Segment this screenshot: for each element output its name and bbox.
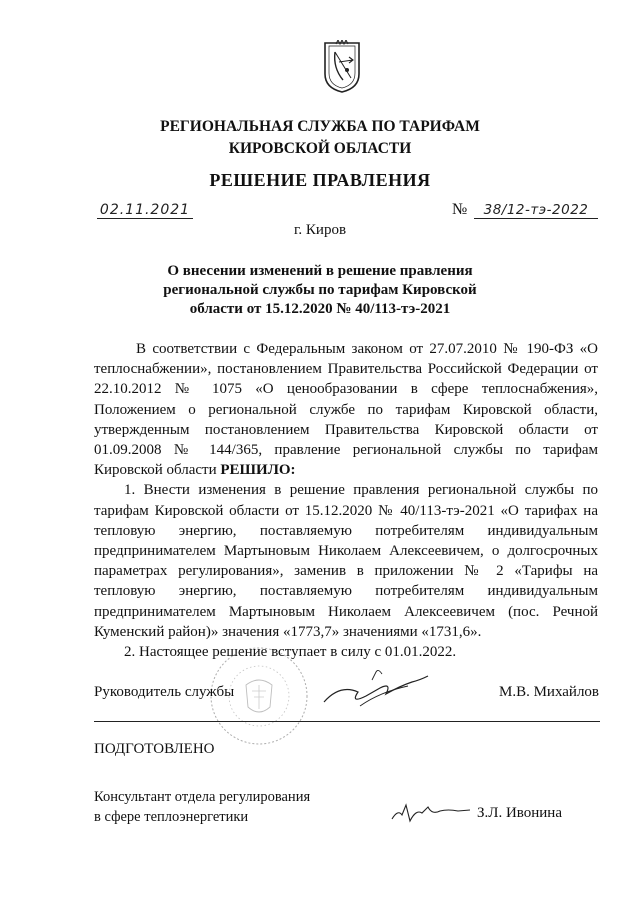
document-date: 02.11.2021 <box>97 202 193 219</box>
document-body <box>94 339 598 662</box>
subject-line-1: О внесении изменений в решение правления <box>167 263 473 279</box>
resolved-word: РЕШИЛО: <box>220 462 296 479</box>
subject-line-2: региональной службы по тарифам Кировской <box>163 282 477 298</box>
preparer-name: З.Л. Ивонина <box>477 805 562 821</box>
signatory-name: М.В. Михайлов <box>499 684 600 700</box>
signatory-title: Руководитель службы <box>94 684 235 700</box>
number-sign: № <box>452 201 468 218</box>
position-line-2: в сфере теплоэнергетики <box>94 809 249 825</box>
coat-of-arms-emblem <box>323 40 361 94</box>
preparer-signature <box>388 801 472 827</box>
item-1-paragraph: 1. Внести изменения в решение правления региональной службы по тарифам Кировской области от 15.12.2020 № 40/113-тэ-2021 «О тарифах на тепловую энергию, поставляемую потребителям индивидуальным предпринимателем Мартыновым Николаем Алексеевичем, о долгосрочных параметрах регулирования», заменив в приложении № 2 «Тарифы на тепловую энергию, поставляемую потребителям индивидуальным предпринимателем Мартыновым Николаем Алексеевичем (пос. Речной Куменский район)» значения «1773,7» значениями «1731,6». <box>94 482 598 640</box>
document-subject <box>130 262 510 319</box>
preamble-paragraph <box>94 339 598 480</box>
document-type-title: РЕШЕНИЕ ПРАВЛЕНИЯ <box>209 170 431 190</box>
subject-line-3: области от 15.12.2020 № 40/113-тэ-2021 <box>189 301 451 317</box>
org-line-2: КИРОВСКОЙ ОБЛАСТИ <box>228 140 412 157</box>
item-2-paragraph: 2. Настоящее решение вступает в силу с 01.01.2022. <box>124 644 457 661</box>
head-signature <box>320 662 432 714</box>
document-number: 38/12-тэ-2022 <box>474 202 598 219</box>
separator-line <box>94 721 600 722</box>
organization-name <box>0 116 640 160</box>
position-line-1: Консультант отдела регулирования <box>94 789 311 805</box>
preparer-position <box>94 787 310 827</box>
prepared-label: ПОДГОТОВЛЕНО <box>94 741 215 757</box>
preamble-text: В соответствии с Федеральным законом от 27.07.2010 № 190-ФЗ «О теплоснабжении», постановлением Правительства Российской Федерации от 22.10.2012 № 1075 «О ценообразовании в сфере теплоснабжения», Положением о региональной службе по тарифам Кировской области, утвержденным постановлением Правительства Кировской области от 01.09.2008 № 144/365, правление региональной службы по тарифам Кировской области <box>94 341 598 479</box>
org-line-1: РЕГИОНАЛЬНАЯ СЛУЖБА ПО ТАРИФАМ <box>160 118 480 135</box>
city: г. Киров <box>293 222 347 238</box>
